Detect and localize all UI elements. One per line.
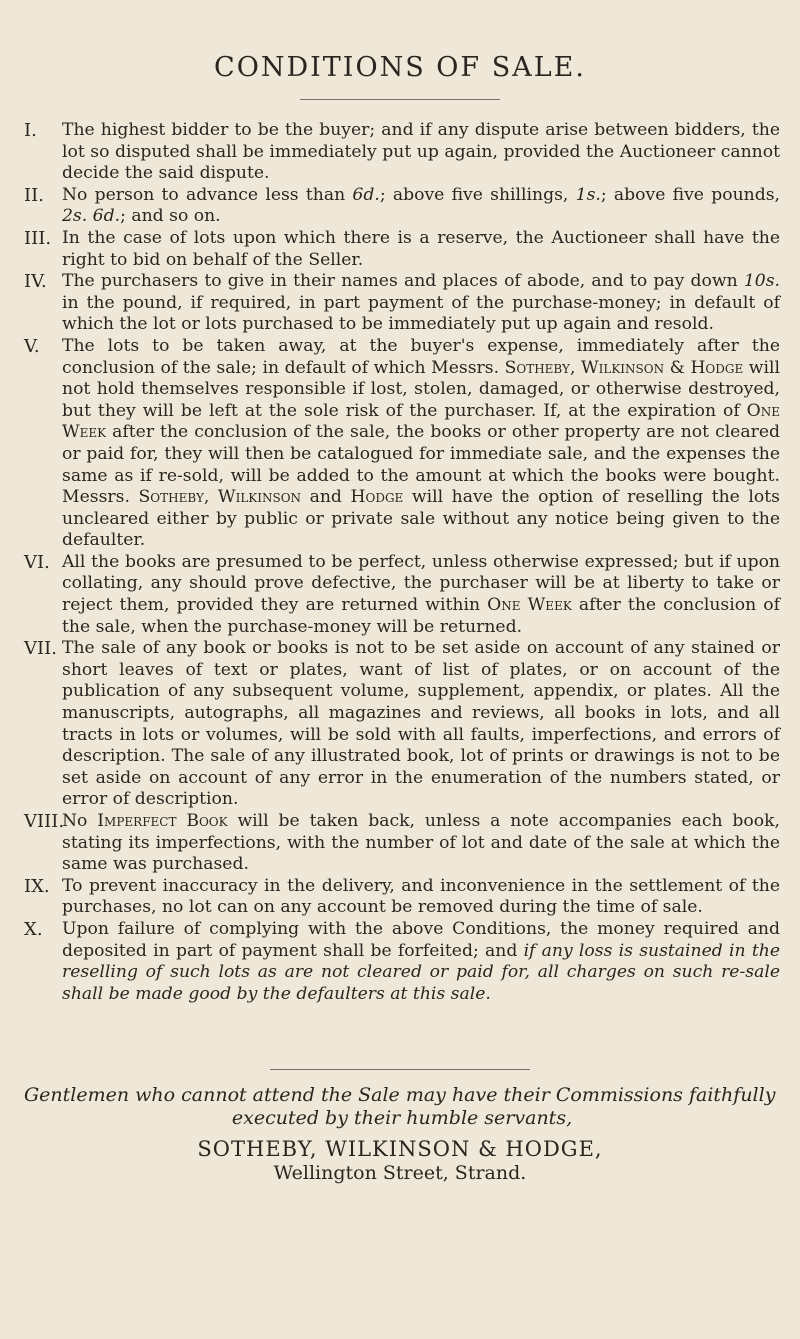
- condition-text: [62, 185, 780, 227]
- condition-number: V.: [24, 335, 40, 357]
- condition-text-run: after the conclusion of the sale, when the purchase-money will be returned.: [62, 595, 780, 637]
- condition-number: II.: [24, 184, 44, 206]
- condition-item: [24, 811, 780, 876]
- page-title: CONDITIONS OF SALE.: [214, 52, 586, 83]
- title-divider: [300, 99, 500, 100]
- condition-text-run: No person to advance less than: [62, 184, 353, 205]
- condition-text-run: All the books are presumed to be perfect, unless otherwise expressed; but if upon collating, any should prove defective, the purchaser will be at liberty to take or reject them, provided they are returned within: [62, 551, 780, 616]
- condition-text: [62, 271, 780, 334]
- condition-number: VI.: [24, 551, 50, 573]
- firm-name: SOTHEBY, WILKINSON & HODGE,: [197, 1137, 603, 1161]
- condition-item: [24, 638, 780, 811]
- condition-number: X.: [24, 918, 43, 940]
- condition-text-run: will have the option of reselling the lots uncleared either by public or private sale without any notice being given to the defaulter.: [62, 487, 780, 551]
- condition-text-run: The sale of any book or books is not to be set aside on account of any stained or short leaves of text or plates, want of list of plates, or on account of the publication of any subsequent volume, supplement, appendix, or plates. All the manuscripts, autographs, all magazines and reviews, all books in lots, and all tracts in lots or volumes, will be sold with all faults, imperfections, and errors of description. The sale of any illustrated book, lot of prints or drawings is not to be set aside on account of any error in the enumeration of the numbers stated, or error of description.: [62, 638, 780, 810]
- condition-number: I.: [24, 120, 37, 141]
- condition-text-run: ; and so on.: [120, 206, 221, 227]
- condition-item: [24, 552, 780, 638]
- condition-item: [24, 919, 780, 1005]
- condition-text-run: 6d.: [352, 184, 380, 205]
- condition-text: [62, 811, 780, 874]
- condition-text-run: in the pound, if required, in part payment of the purchase-money; in default of which the lot or lots purchased to be immediately put up again and resold.: [62, 292, 780, 335]
- condition-number: III.: [24, 227, 52, 249]
- condition-text: [62, 876, 780, 918]
- condition-text-run: if any loss is sustained in the reselling of such lots as are not cleared or paid for, all charges on such re-sale shall be made good by the defaulters at this sale.: [62, 940, 780, 1004]
- commissions-note: [24, 1084, 780, 1130]
- condition-item: [24, 120, 780, 185]
- condition-text-run: Upon failure of complying with the above Conditions, the money required and deposited in part of payment shall be forfeited; and: [62, 918, 780, 961]
- condition-text-run: The lots to be taken away, at the buyer's expense, immediately after the conclusion of the sale; in default of which Messrs.: [62, 335, 780, 378]
- condition-text-run: ; above five shillings,: [379, 184, 576, 205]
- condition-item: [24, 876, 780, 919]
- condition-text-run: ; above five pounds,: [600, 184, 780, 205]
- condition-text-run: To prevent inaccuracy in the delivery, and inconvenience in the settlement of the purchases, no lot can on any account be removed during the time of sale.: [62, 875, 780, 918]
- conditions-list: [24, 120, 780, 1005]
- condition-text: [62, 228, 780, 270]
- condition-text-run: will not hold themselves responsible if lost, stolen, damaged, or otherwise destroyed, but they will be left at the sole risk of the purchaser. If, at the expiration of: [62, 357, 780, 421]
- condition-number: IX.: [24, 875, 50, 897]
- condition-text: [62, 336, 780, 550]
- commissions-note-line-1: Gentlemen who cannot attend the Sale may have their Commissions faithfully: [24, 1084, 776, 1106]
- condition-text: [62, 120, 780, 183]
- condition-text-run: Sotheby, Wilkinson: [138, 487, 302, 508]
- condition-text: [62, 919, 780, 1004]
- condition-text-run: will be taken back, unless a note accompanies each book, stating its imperfections, with the number of lot and date of the sale at which the same was purchased.: [62, 811, 780, 875]
- condition-text-run: and: [301, 487, 351, 508]
- condition-text: [62, 638, 780, 809]
- condition-text-run: No: [62, 811, 98, 831]
- condition-item: [24, 185, 780, 228]
- condition-text-run: The purchasers to give in their names and places of abode, and to pay down: [62, 271, 744, 292]
- condition-text-run: 10s.: [743, 271, 780, 292]
- condition-text-run: One Week: [487, 595, 572, 616]
- condition-number: VII.: [24, 638, 57, 660]
- condition-text-run: One Week: [62, 400, 780, 443]
- condition-text-run: The highest bidder to be the buyer; and if any dispute arise between bidders, the lot so disputed shall be immediately put up again, provided the Auctioneer cannot decide the said dispute.: [62, 120, 780, 184]
- condition-text-run: after the conclusion of the sale, the books or other property are not cleared or paid for, they will then be catalogued for immediate sale, and the expenses the same as if re-sold, will be added to the amount at which the books were bought. Messrs.: [62, 422, 780, 508]
- condition-text-run: In the case of lots upon which there is a reserve, the Auctioneer shall have the right to bid on behalf of the Seller.: [62, 227, 780, 270]
- condition-number: IV.: [24, 271, 47, 293]
- condition-text-run: 1s.: [575, 184, 601, 205]
- condition-text-run: Sotheby, Wilkinson & Hodge: [504, 357, 744, 378]
- condition-item: [24, 228, 780, 271]
- condition-number: VIII.: [24, 811, 65, 832]
- footer-divider: [270, 1069, 530, 1070]
- condition-item: [24, 271, 780, 336]
- condition-text: [62, 552, 780, 637]
- condition-text-run: Hodge: [350, 487, 404, 508]
- condition-item: [24, 336, 780, 552]
- commissions-note-line-2: executed by their humble servants,: [231, 1107, 573, 1129]
- firm-address: Wellington Street, Strand.: [273, 1162, 527, 1184]
- condition-text-run: Imperfect Book: [97, 811, 228, 831]
- condition-text-run: 2s. 6d.: [62, 206, 121, 227]
